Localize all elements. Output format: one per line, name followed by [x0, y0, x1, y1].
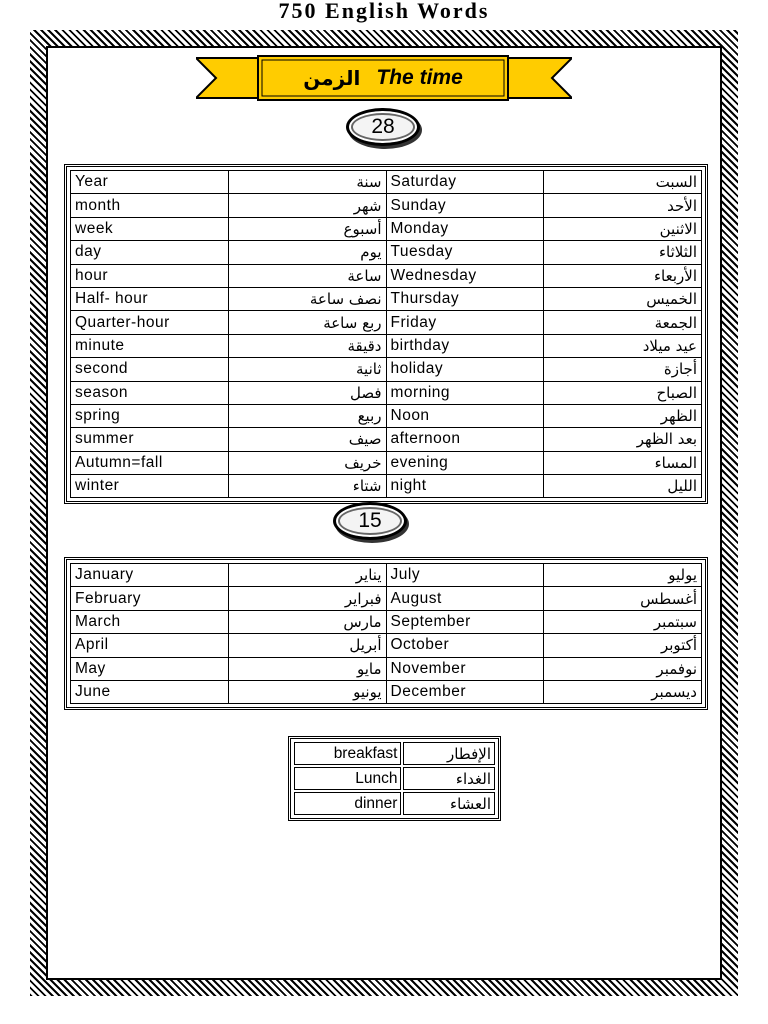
english-word-cell: holiday [386, 358, 544, 381]
arabic-word-cell: عيد ميلاد [544, 334, 702, 357]
arabic-word-cell: أبريل [228, 634, 386, 657]
english-word-cell: Saturday [386, 171, 544, 194]
english-word-cell: September [386, 610, 544, 633]
arabic-word-cell: سبتمبر [544, 610, 702, 633]
arabic-word-cell: مايو [228, 657, 386, 680]
arabic-word-cell: الأحد [544, 194, 702, 217]
english-word-cell: Friday [386, 311, 544, 334]
table-row [71, 634, 702, 657]
arabic-word-cell: مارس [228, 610, 386, 633]
english-word-cell: Lunch [294, 767, 401, 790]
arabic-word-cell: الخميس [544, 287, 702, 310]
english-word-cell: second [71, 358, 229, 381]
arabic-word-cell: ثانية [228, 358, 386, 381]
arabic-word-cell: ربيع [228, 404, 386, 427]
english-word-cell: season [71, 381, 229, 404]
english-word-cell: July [386, 564, 544, 587]
months-vocab-table [64, 557, 708, 710]
english-word-cell: month [71, 194, 229, 217]
arabic-word-cell: ديسمبر [544, 680, 702, 703]
arabic-word-cell: يوم [228, 241, 386, 264]
english-word-cell: summer [71, 428, 229, 451]
english-word-cell: June [71, 680, 229, 703]
english-word-cell: birthday [386, 334, 544, 357]
arabic-word-cell: أجازة [544, 358, 702, 381]
arabic-word-cell: الثلاثاء [544, 241, 702, 264]
arabic-word-cell: أسبوع [228, 217, 386, 240]
english-word-cell: evening [386, 451, 544, 474]
table-row [71, 404, 702, 427]
arabic-word-cell: ربع ساعة [228, 311, 386, 334]
table-row [71, 587, 702, 610]
title-banner [196, 52, 572, 104]
arabic-word-cell: يوليو [544, 564, 702, 587]
arabic-word-cell: شتاء [228, 475, 386, 498]
english-word-cell: Monday [386, 217, 544, 240]
english-word-cell: morning [386, 381, 544, 404]
english-word-cell: Sunday [386, 194, 544, 217]
table-row [71, 680, 702, 703]
english-word-cell: day [71, 241, 229, 264]
count-badge-months: 15 [333, 502, 407, 540]
table-row [71, 241, 702, 264]
arabic-word-cell: بعد الظهر [544, 428, 702, 451]
english-word-cell: dinner [294, 792, 401, 815]
table-row [71, 334, 702, 357]
english-word-cell: breakfast [294, 742, 401, 765]
english-word-cell: October [386, 634, 544, 657]
english-word-cell: afternoon [386, 428, 544, 451]
table-row [71, 194, 702, 217]
arabic-word-cell: ساعة [228, 264, 386, 287]
english-word-cell: Tuesday [386, 241, 544, 264]
english-word-cell: spring [71, 404, 229, 427]
table-row [71, 217, 702, 240]
english-word-cell: February [71, 587, 229, 610]
arabic-word-cell: سنة [228, 171, 386, 194]
arabic-word-cell: السبت [544, 171, 702, 194]
english-word-cell: March [71, 610, 229, 633]
table-row [71, 428, 702, 451]
arabic-word-cell: أكتوبر [544, 634, 702, 657]
table-row [294, 767, 495, 790]
arabic-word-cell: يناير [228, 564, 386, 587]
english-word-cell: minute [71, 334, 229, 357]
arabic-word-cell: نوفمبر [544, 657, 702, 680]
table-row [71, 564, 702, 587]
arabic-word-cell: المساء [544, 451, 702, 474]
english-word-cell: Half- hour [71, 287, 229, 310]
arabic-word-cell: فصل [228, 381, 386, 404]
arabic-word-cell: دقيقة [228, 334, 386, 357]
banner-text [258, 60, 508, 96]
english-word-cell: Wednesday [386, 264, 544, 287]
banner-arabic: الزمن [303, 66, 361, 90]
arabic-word-cell: أغسطس [544, 587, 702, 610]
table-row [71, 381, 702, 404]
english-word-cell: week [71, 217, 229, 240]
arabic-word-cell: شهر [228, 194, 386, 217]
english-word-cell: April [71, 634, 229, 657]
meals-vocab-table [288, 736, 501, 821]
arabic-word-cell: صيف [228, 428, 386, 451]
arabic-word-cell: نصف ساعة [228, 287, 386, 310]
english-word-cell: hour [71, 264, 229, 287]
table-row [71, 311, 702, 334]
table-row [71, 451, 702, 474]
table-row [71, 475, 702, 498]
english-word-cell: December [386, 680, 544, 703]
english-word-cell: November [386, 657, 544, 680]
time-vocab-table [64, 164, 708, 504]
english-word-cell: winter [71, 475, 229, 498]
arabic-word-cell: الإفطار [403, 742, 495, 765]
page-title: 750 English Words [278, 0, 490, 23]
english-word-cell: Autumn=fall [71, 451, 229, 474]
table-row [71, 264, 702, 287]
table-row [294, 792, 495, 815]
table-row [294, 742, 495, 765]
table-row [71, 171, 702, 194]
arabic-word-cell: الظهر [544, 404, 702, 427]
table-row [71, 657, 702, 680]
arabic-word-cell: فبراير [228, 587, 386, 610]
english-word-cell: Year [71, 171, 229, 194]
arabic-word-cell: الاثنين [544, 217, 702, 240]
english-word-cell: August [386, 587, 544, 610]
english-word-cell: Thursday [386, 287, 544, 310]
arabic-word-cell: الصباح [544, 381, 702, 404]
english-word-cell: January [71, 564, 229, 587]
arabic-word-cell: خريف [228, 451, 386, 474]
english-word-cell: Quarter-hour [71, 311, 229, 334]
table-row [71, 610, 702, 633]
banner-english: The time [376, 66, 463, 89]
arabic-word-cell: الغداء [403, 767, 495, 790]
arabic-word-cell: الجمعة [544, 311, 702, 334]
table-row [71, 287, 702, 310]
arabic-word-cell: العشاء [403, 792, 495, 815]
arabic-word-cell: يونيو [228, 680, 386, 703]
english-word-cell: May [71, 657, 229, 680]
count-badge-time: 28 [346, 108, 420, 146]
arabic-word-cell: الأربعاء [544, 264, 702, 287]
table-row [71, 358, 702, 381]
english-word-cell: night [386, 475, 544, 498]
english-word-cell: Noon [386, 404, 544, 427]
arabic-word-cell: الليل [544, 475, 702, 498]
